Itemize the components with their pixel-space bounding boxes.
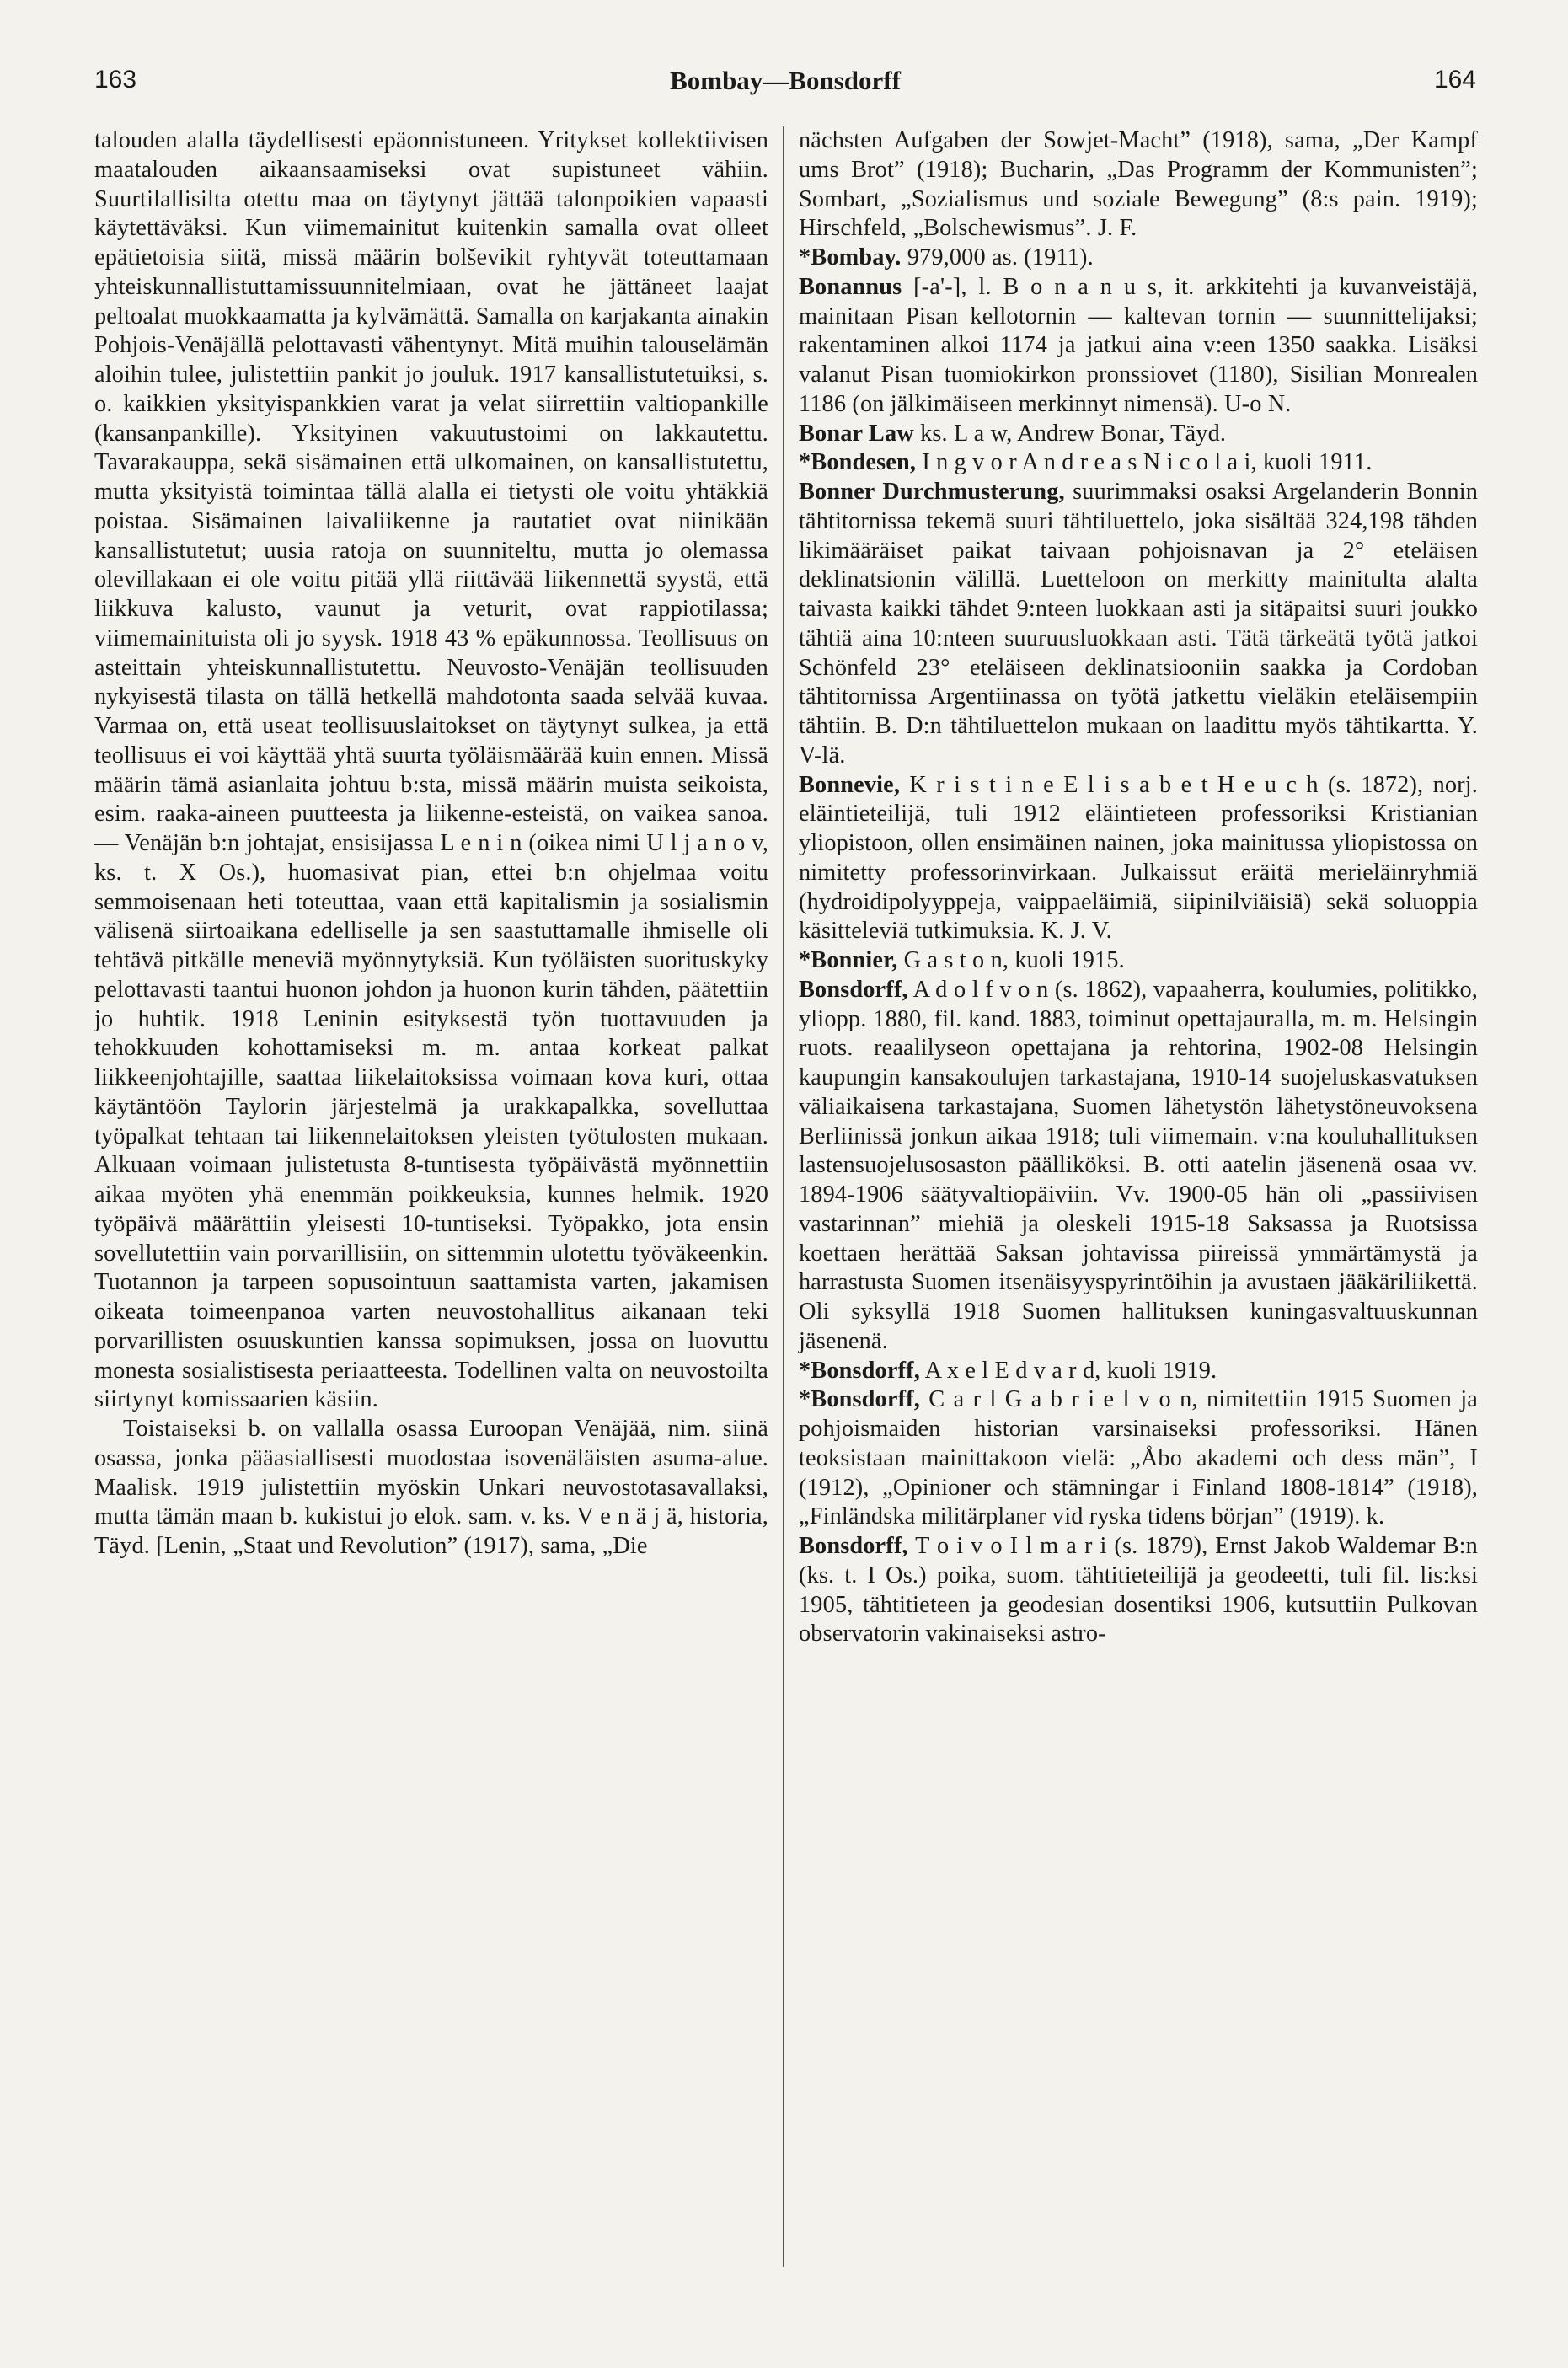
page-number-left: 163: [94, 66, 137, 94]
entry-headword: *Bonsdorff,: [799, 1357, 920, 1384]
left-column: [94, 126, 768, 1562]
page-number-right: 164: [1433, 66, 1476, 94]
article-paragraph: talouden alalla täydellisesti epäonnistuneen. Yritykset kollektiivisen maatalouden aikaansaamiseksi ovat supistuneet vähiin. Suurtilallisilta otettu maa on täytynyt jättää talonpoikien vapaasti käytettäväksi. Kun viimemainitut kuitenkin samalla ovat olleet epätietoisia siitä, missä määrin bolševikit ryhtyvät toteuttamaan yhteiskunnallistuttamissuunnitelmiaan, ovat he jättäneet laajat peltoalat muokkaamatta ja kylvämättä. Samalla on karjakanta ainakin Pohjois-Venäjällä pelottavasti vähentynyt. Mitä muihin talouselämän aloihin tulee, julistettiin pankit jo jouluk. 1917 kansallistutetuiksi, s. o. kaikkien yksityispankkien varat ja velat siirrettiin valtiopankille (kansanpankille). Yksityinen vakuutustoimi on lakkautettu. Tavarakauppa, sekä sisämainen että ulkomainen, on kansallistutettu, mutta yksityistä toimintaa tällä alalla ei tietysti ole voitu yhtäkkiä poistaa. Sisämainen laivaliikenne ja rautatiet ovat niinikään kansallistutetut; uusia ratoja on suunniteltu, mutta jo olemassa olevillakaan ei ole voitu pitää yllä riittävää liikennettä syystä, että liikkuva kalusto, vaunut ja veturit, ovat rappiotilassa; viimemainituista oli jo syysk. 1918 43 % epäkunnossa. Teollisuus on asteittain yhteiskunnallistutettu. Neuvosto-Venäjän teollisuuden nykyisestä tilasta on tällä hetkellä mahdotonta saada selvää kuvaa. Varmaa on, että useat teollisuuslaitokset on täytynyt sulkea, ja että teollisuus ei voi käyttää yhtä suurta työläismäärää kuin ennen. Missä määrin tämä asianlaita johtuu b:sta, missä määrin muista seikoista, esim. raaka-aineen puutteesta ja liikenne-esteistä, on vaikea sanoa. — Venäjän b:n johtajat, ensisijassa L e n i n (oikea nimi U l j a n o v, ks. t. X Os.), huomasivat pian, ettei b:n ohjelmaa voitu semmoisenaan heti toteuttaa, vaan että kapitalismin ja sosialismin välisenä siirtoaikana edelliselle ja sen saastuttamalle ihmiselle oli tehtävä pitkälle meneviä myönnytyksiä. Kun työläisten suorituskyky pelottavasti taantui huonon johdon ja huonon kurin tähden, päätettiin jo huhtik. 1918 Leninin esityksestä työn tuottavuuden ja tehokkuuden kohottamiseksi m. m. antaa korkeat palkat liikkeenjohtajille, saattaa liikelaitoksissa voimaan kova kuri, ottaa käytäntöön Taylorin järjestelmä ja urakkapalkka, sovelluttaa työpalkat tehtaan tai liikennelaitoksen yleisten työtulosten mukaan. Alkuaan voimaan julistetusta 8-tuntisesta työpäivästä myönnettiin aikaa myöten yhä enemmän poikkeuksia, kunnes helmik. 1920 työpäivä määrättiin yleisesti 10-tuntiseksi. Työpakko, jota ensin sovellutettiin vain porvarillisiin, on sittemmin ulotettu työväkeenkin. Tuotannon ja tarpeen sopusointuun saattamista varten, jakamisen oikeata toimeenpanoa varten neuvostohallitus aikanaan teki porvarillisten osuuskuntien kanssa sopimuksen, jossa on luovuttu monesta sosialistisesta periaatteesta. Todellinen valta on neuvostoilta siirtynyt komissaarien käsiin.: [94, 127, 768, 1413]
encyclopedia-entry: [799, 478, 1478, 771]
right-column: [799, 126, 1478, 1649]
encyclopedia-entry: [799, 1532, 1478, 1649]
entry-headword: Bonannus: [799, 273, 902, 300]
entry-text: G a s t o n, kuoli 1915.: [897, 947, 1125, 973]
encyclopedia-entry: [799, 1385, 1478, 1532]
encyclopedia-entry: [799, 448, 1478, 478]
encyclopedia-entry: [799, 273, 1478, 420]
entry-text: suurimmaksi osaksi Argelanderin Bonnin tähtitornissa tekemä suuri tähtiluettelo, joka sisältää 324,198 tähden likimääräiset paikat taivaan pohjoisnavan ja 2° eteläisen deklinatsionin välillä. Luetteloon on merkitty mainitulta alalta taivasta kaikki tähdet 9:nteen luokkaan asti ja sitäpaitsi suuri joukko tähtiä aina 10:nteen suuruusluokkaan asti. Tätä tärkeätä työtä jatkoi Schönfeld 23° eteläiseen deklinatsiooniin saakka ja Cordoban tähtitornissa Argentiinassa on työtä jatkettu vieläkin eteläisempiin tähtiin. B. D:n tähtiluettelon mukaan on laadittu myös tähtikartta. Y. V-lä.: [799, 479, 1479, 769]
running-title: Bombay—Bonsdorff: [670, 66, 901, 95]
entry-text: ks. L a w, Andrew Bonar, Täyd.: [913, 420, 1227, 447]
entry-headword: Bonsdorff,: [799, 1533, 908, 1559]
entry-headword: Bonnevie,: [799, 771, 901, 798]
encyclopedia-entry: [799, 946, 1478, 976]
entry-headword: *Bondesen,: [799, 449, 917, 476]
column-divider: [783, 126, 784, 2267]
entry-text: A x e l E d v a r d, kuoli 1919.: [919, 1357, 1217, 1384]
entry-headword: *Bonnier,: [799, 947, 898, 973]
entry-headword: *Bombay.: [799, 244, 902, 271]
encyclopedia-entry: [799, 1357, 1478, 1386]
entry-text: 979,000 as. (1911).: [901, 244, 1094, 271]
entry-text: T o i v o I l m a r i (s. 1879), Ernst Jakob Waldemar B:n (ks. t. I Os.) poika, suom. tähtitieteilijä ja geodeetti, tuli fil. lis:ksi 1905, tähtitieteen ja geodesian dosentiksi 1906, kutsuttiin Pulkovan observatorin vakinaiseksi astro-: [799, 1533, 1478, 1647]
encyclopedia-entry: [799, 771, 1478, 947]
entry-text: C a r l G a b r i e l v o n, nimitettiin 1915 Suomen ja pohjoismaiden historian varsinaiseksi professoriksi. Hänen teoksistaan mainittakoon vielä: „Åbo akademi och dess män”, I (1912), „Opinioner och stämningar i Finland 1808-1814” (1918), „Finländska militärplaner vid ryska tidens början” (1919). k.: [799, 1386, 1478, 1530]
entry-headword: Bonar Law: [799, 420, 914, 447]
entry-headword: Bonsdorff,: [799, 976, 908, 1003]
entry-text: I n g v o r A n d r e a s N i c o l a i, kuoli 1911.: [916, 449, 1373, 476]
encyclopedia-entry: [799, 976, 1478, 1357]
encyclopedia-entry: [799, 244, 1478, 273]
entry-text: K r i s t i n e E l i s a b e t H e u c h (s. 1872), norj. eläintieteilijä, tuli 1912 eläintieteen professoriksi Kristianian yliopistoon, ollen ensimäinen nainen, joka mainitussa yliopistossa on nimitetty professorinvirkaan. Julkaissut eräitä merieläinryhmiä (hydroidipolyyppeja, vaippaeläimiä, siipinilviäisiä) sekä soluoppia käsitteleviä tutkimuksia. K. J. V.: [799, 771, 1478, 945]
article-paragraph: Toistaiseksi b. on vallalla osassa Euroopan Venäjää, nim. siinä osassa, jonka pääasiallisesti muodostaa isovenäläisten asuma-alue. Maalisk. 1919 julistettiin myöskin Unkari neuvostotasavallaksi, mutta tämän maan b. kukistui jo elok. sam. v. ks. V e n ä j ä, historia, Täyd. [Lenin, „Staat und Revolution” (1917), sama, „Die: [94, 1416, 768, 1559]
entry-text: A d o l f v o n (s. 1862), vapaaherra, koulumies, politikko, yliopp. 1880, fil. kand. 1883, toiminut opettajauralla, m. m. Helsingin ruots. reaalilyseon opettajana ja rehtorina, 1902-08 Helsingin kaupungin kansakoulujen tarkastajana, 1910-14 suojeluskasvatuksen väliaikaisena tarkastajana, Suomen lähetystön lähetystöneuvoksena Berliinissä jonkun aikaa 1918; tuli viimemain. v:na kouluhallituksen lastensuojelusosaston päälliköksi. B. otti aatelin jäsenenä osaa vv. 1894-1906 säätyvaltiopäiviin. Vv. 1900-05 hän oli „passiivisen vastarinnan” miehiä ja oleskeli 1915-18 Saksassa ja Ruotsissa koettaen herättää Saksan johtavissa piireissä ymmärtämystä ja harrastusta Suomen itsenäisyyspyrintöihin ja avustaen jääkäriliikettä. Oli syksyllä 1918 Suomen hallituksen kuningasvaltuuskunnan jäsenenä.: [799, 976, 1478, 1354]
article-continuation: nächsten Aufgaben der Sowjet-Macht” (1918), sama, „Der Kampf ums Brot” (1918); Bucharin, „Das Programm der Kommunisten”; Sombart, „Sozialismus und soziale Bewegung” (8:s pain. 1919); Hirschfeld, „Bolschewismus”. J. F.: [799, 127, 1478, 242]
page-header: [94, 66, 1476, 99]
entry-text: [-a'-], l. B o n a n u s, it. arkkitehti ja kuvanveistäjä, mainitaan Pisan kellotornin — kaltevan tornin — suunnittelijaksi; rakentaminen alkoi 1174 ja jatkui aina v:een 1350 saakka. Lisäksi valanut Pisan tuomiokirkon pronssiovet (1180), Sisilian Monrealen 1186 (on jälkimäiseen merkinnyt nimensä). U-o N.: [799, 273, 1478, 417]
entry-headword: *Bonsdorff,: [799, 1386, 920, 1413]
entry-headword: Bonner Durchmusterung,: [799, 479, 1065, 505]
encyclopedia-entry: [799, 420, 1478, 449]
